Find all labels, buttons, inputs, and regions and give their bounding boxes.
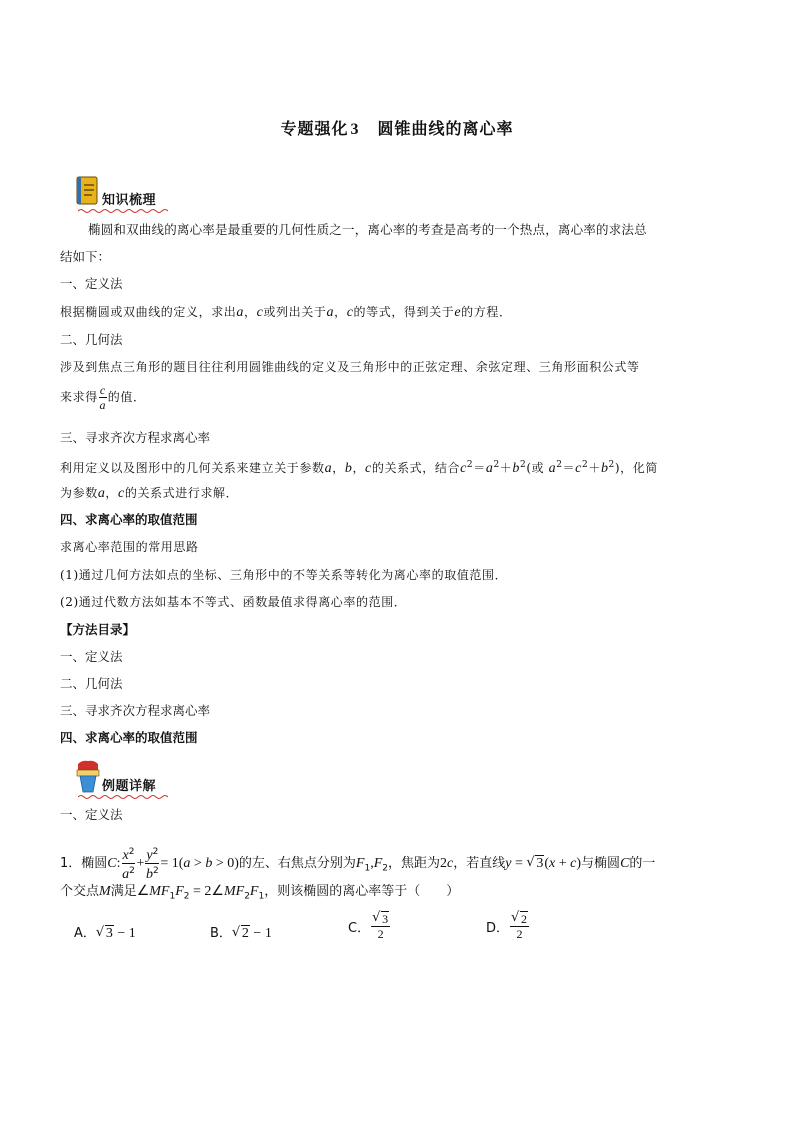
title-number: 3	[350, 121, 360, 138]
catalog-item: 一、定义法	[60, 649, 123, 664]
catalog-item: 四、求离心率的取值范围	[60, 730, 198, 745]
method-3-body-2: 为参数a，c的关系式进行求解．	[60, 486, 239, 501]
method-4-line-1: 求离心率范围的常用思路	[60, 540, 199, 554]
catalog-heading: 【方法目录】	[60, 622, 136, 637]
question-1-line-2: 个交点M满足$\angle MF_1F_2$ = $2\angle MF_2F_1$，则该椭圆的离心率等于（ ）	[60, 884, 460, 902]
option-a[interactable]: A．√ 3 − 1	[74, 922, 136, 942]
method-1-body: 根据椭圆或双曲线的定义，求出a，c或列出关于a，c的等式，得到关于e的方程．	[60, 305, 512, 320]
catalog-item: 三、寻求齐次方程求离心率	[60, 703, 211, 718]
catalog-item: 二、几何法	[60, 676, 123, 691]
option-b[interactable]: B．√ 2 − 1	[210, 922, 272, 942]
method-2-heading: 二、几何法	[60, 332, 123, 347]
method-2-body: 涉及到焦点三角形的题目往往利用圆锥曲线的定义及三角形中的正弦定理、余弦定理、三角形面积公式等	[60, 360, 640, 374]
method-4-line-2: (1)通过几何方法如点的坐标、三角形中的不等关系等转化为离心率的取值范围．	[60, 568, 508, 582]
knowledge-section-label: 知识梳理	[102, 193, 157, 208]
examples-section-header	[74, 758, 234, 800]
wavy-underline	[78, 794, 168, 800]
knowledge-section-header	[74, 176, 234, 212]
question-1-line-1: 1．椭圆C: $\frac{x^2}{a^2}$ + $\frac{y^2}{b^2}$ = 1(a > b > 0)的左、右焦点分别为$F_1,F_2$，焦距为2c，若直线y = √ 3(x + c)与椭圆C的一	[60, 845, 740, 882]
page-title	[0, 116, 794, 139]
intro-line-2: 结如下：	[60, 249, 111, 264]
podium-icon	[74, 758, 102, 794]
c-over-a-fraction: $\frac{c}{a}$	[99, 383, 107, 412]
option-c[interactable]: C． √ $\frac{3}{2}$	[348, 912, 391, 941]
method-4-heading: 四、求离心率的取值范围	[60, 512, 198, 527]
title-main: 专题强化	[280, 119, 349, 138]
notebook-icon	[74, 176, 100, 206]
method-3-body: 利用定义以及图形中的几何关系来建立关于参数a，b，c的关系式，结合$c^2=a^2+b^2$(或 $a^2=c^2+b^2$)，化简	[60, 460, 658, 476]
method-2-body-2: 来求得 $\frac{c}{a}$ 的值．	[60, 383, 146, 412]
example-section-heading: 一、定义法	[60, 807, 123, 822]
wavy-underline	[78, 208, 168, 214]
method-1-heading: 一、定义法	[60, 276, 123, 291]
method-3-heading: 三、寻求齐次方程求离心率	[60, 430, 211, 445]
option-d[interactable]: D． √ $\frac{2}{2}$	[486, 912, 530, 941]
method-4-line-3: (2)通过代数方法如基本不等式、函数最值求得离心率的范围．	[60, 595, 407, 609]
intro-line-1: 椭圆和双曲线的离心率是最重要的几何性质之一，离心率的考查是高考的一个热点，离心率的求法总	[88, 222, 647, 237]
title-subtitle: 圆锥曲线的离心率	[377, 119, 514, 138]
examples-section-label: 例题详解	[102, 779, 157, 794]
